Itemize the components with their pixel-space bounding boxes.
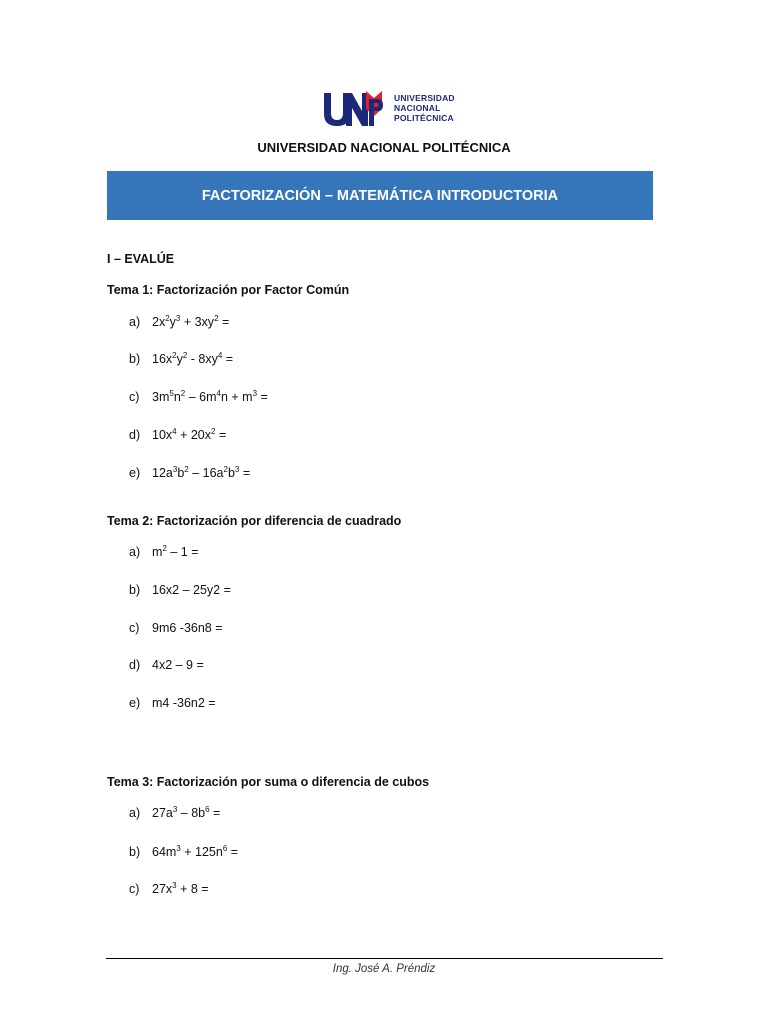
section-title: I – EVALÚE <box>107 252 175 266</box>
exercise-item <box>129 466 250 480</box>
exercise-item <box>129 696 216 710</box>
item-expression: $12a^3b^2 - 16a^2b^3$ = <box>152 465 251 480</box>
item-letter: d) <box>129 428 141 442</box>
logo-text-line: NACIONAL <box>394 103 441 113</box>
university-logo <box>322 88 455 128</box>
item-expression: 9m6 -36n8 = <box>152 621 223 635</box>
item-letter: e) <box>129 696 141 710</box>
item-expression: $2x^2y^3 + 3xy^2$ = <box>152 314 230 329</box>
item-expression: m4 -36n2 = <box>152 696 216 710</box>
item-expression: 16x2 – 25y2 = <box>152 583 231 597</box>
exercise-item <box>129 658 204 672</box>
footer-divider <box>106 958 663 959</box>
document-title: FACTORIZACIÓN – MATEMÁTICA INTRODUCTORIA <box>201 187 559 204</box>
footer-author: Ing. José A. Préndiz <box>332 963 436 975</box>
exercise-item <box>129 352 233 366</box>
exercise-item <box>129 428 226 442</box>
item-expression: $64m^3 + 125n^6$ = <box>152 844 239 859</box>
item-letter: e) <box>129 466 141 480</box>
exercise-item <box>129 390 268 404</box>
item-letter: b) <box>129 352 141 366</box>
item-expression: $10x^4 + 20x^2$ = <box>152 427 227 442</box>
exercise-item <box>129 882 209 896</box>
item-letter: d) <box>129 658 141 672</box>
item-expression: $16x^2y^2 - 8xy^4$ = <box>152 351 234 366</box>
item-expression: $3m^5n^2 - 6m^4n + m^3$ = <box>152 389 268 404</box>
item-letter: c) <box>129 621 140 635</box>
university-name: UNIVERSIDAD NACIONAL POLITÉCNICA <box>257 140 511 155</box>
logo-text-line: UNIVERSIDAD <box>394 93 455 103</box>
item-expression: $27a^3 - 8b^6$ = <box>152 805 221 820</box>
exercise-item <box>129 583 231 597</box>
tema-title: Tema 3: Factorización por suma o diferencia de cubos <box>107 775 430 789</box>
item-letter: a) <box>129 315 141 329</box>
item-expression: $27x^3 + 8$ = <box>152 881 209 896</box>
title-banner <box>107 171 653 220</box>
item-expression: $m^2 - 1$ = <box>152 544 199 559</box>
exercise-item <box>129 545 199 559</box>
item-letter: b) <box>129 845 141 859</box>
tema-title: Tema 2: Factorización por diferencia de cuadrado <box>107 514 402 528</box>
unp-logo-icon <box>322 89 386 127</box>
exercise-item <box>129 621 223 635</box>
item-letter: c) <box>129 390 140 404</box>
item-letter: a) <box>129 545 141 559</box>
item-expression: 4x2 – 9 = <box>152 658 204 672</box>
item-letter: b) <box>129 583 141 597</box>
exercise-item <box>129 315 229 329</box>
item-letter: c) <box>129 882 140 896</box>
exercise-item <box>129 806 220 820</box>
logo-text-line: POLITÉCNICA <box>394 113 454 123</box>
item-letter: a) <box>129 806 141 820</box>
tema-title: Tema 1: Factorización por Factor Común <box>107 283 350 297</box>
logo-wordmark <box>394 93 455 123</box>
exercise-item <box>129 845 238 859</box>
